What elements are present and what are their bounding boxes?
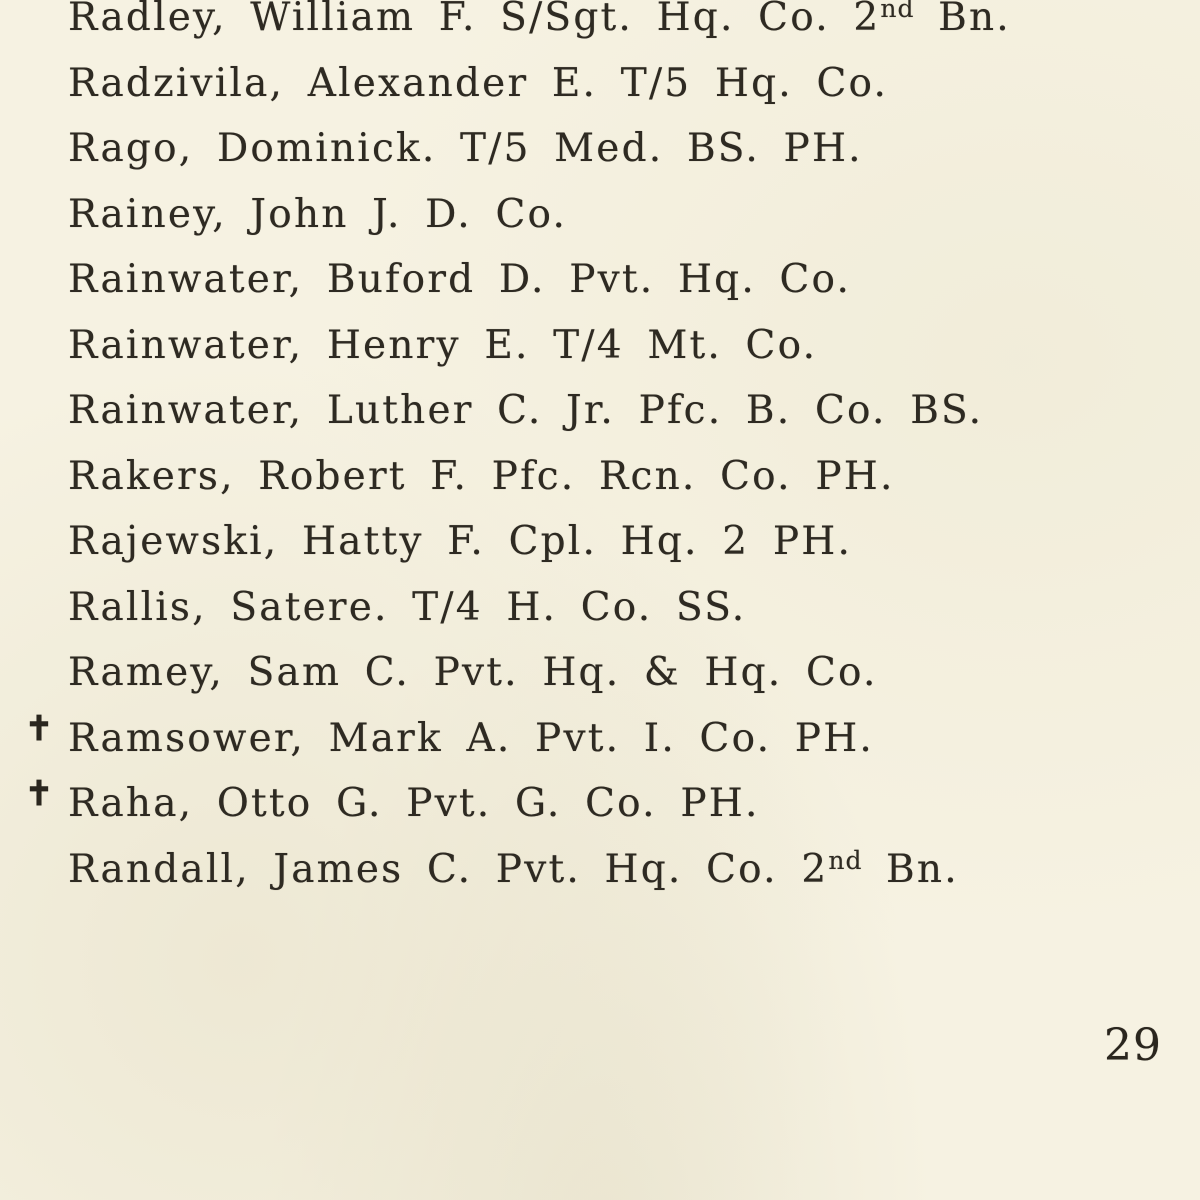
list-item <box>0 173 1200 239</box>
entry-text: Rainey, John J. D. Co. <box>68 191 568 237</box>
deceased-cross-icon: ✝ <box>24 774 54 814</box>
entry-text: Raha, Otto G. Pvt. G. Co. PH. <box>68 781 760 826</box>
list-item <box>0 304 1200 370</box>
entry-text: Rakers, Robert F. Pfc. Rcn. Co. PH. <box>68 453 895 499</box>
list-item <box>0 500 1200 566</box>
entry-text: Ramsower, Mark A. Pvt. I. Co. PH. <box>68 715 875 761</box>
list-item <box>0 435 1200 501</box>
entry-text: Rago, Dominick. T/5 Med. BS. PH. <box>68 126 863 171</box>
list-item <box>0 369 1200 435</box>
list-item <box>0 631 1200 697</box>
entry-text: Rajewski, Hatty F. Cpl. Hq. 2 PH. <box>68 519 853 564</box>
list-item <box>0 828 1200 894</box>
entry-text: Rainwater, Buford D. Pvt. Hq. Co. <box>68 257 852 302</box>
entry-text: Rainwater, Henry E. T/4 Mt. Co. <box>68 322 818 368</box>
list-item <box>0 697 1200 763</box>
entry-text: Rallis, Satere. T/4 H. Co. SS. <box>68 584 747 630</box>
entry-text: Radley, William F. S/Sgt. Hq. Co. 2nd Bn. <box>68 0 1011 40</box>
deceased-cross-icon: ✝ <box>24 708 54 749</box>
list-item <box>0 107 1200 173</box>
entry-text: Randall, James C. Pvt. Hq. Co. 2nd Bn. <box>68 845 959 892</box>
list-item <box>0 42 1200 108</box>
list-item <box>0 238 1200 304</box>
entry-text: Rainwater, Luther C. Jr. Pfc. B. Co. BS. <box>68 388 984 433</box>
list-item <box>0 566 1200 632</box>
list-item <box>0 762 1200 828</box>
page-number: 29 <box>1104 1020 1162 1071</box>
entry-text: Ramey, Sam C. Pvt. Hq. & Hq. Co. <box>68 650 878 695</box>
list-item <box>0 0 1200 42</box>
entry-text: Radzivila, Alexander E. T/5 Hq. Co. <box>68 60 889 106</box>
